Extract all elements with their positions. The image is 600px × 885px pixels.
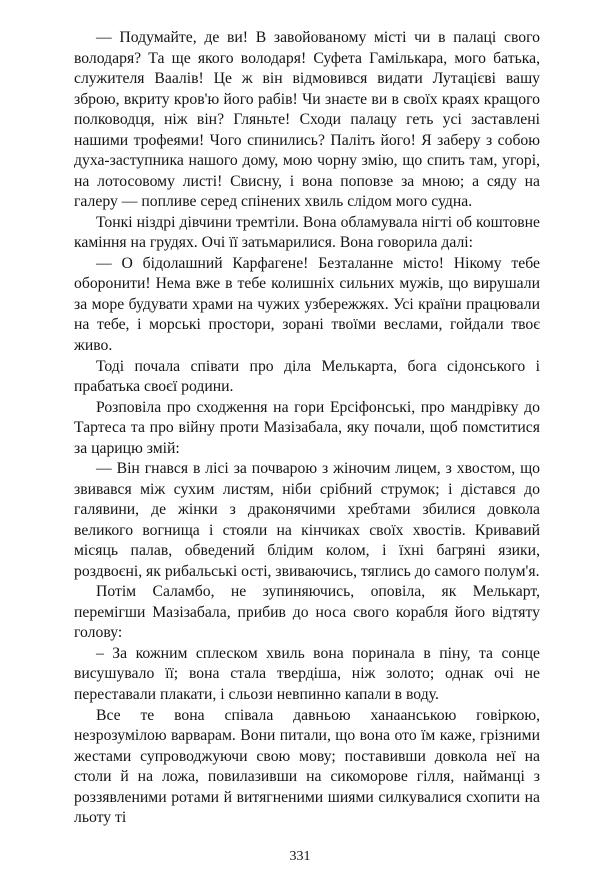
paragraph-5: Розповіла про сходження на гори Ерсіфонські, про мандрівку до Тартеса та про війну проти Мазізабала, яку почали, щоб помститися за царицю змій: [74,398,540,457]
paragraph-8: – За кожним сплеском хвиль вона поринала в піну, та сонце висушувало її; вона стала твердіша, ніж золото; однак очі не переставали плакати, і сльози невпинно капали в воду. [74,644,540,703]
paragraph-2: Тонкі ніздрі дівчини тремтіли. Вона обламувала нігті об коштовне каміння на грудях. Очі її затьмарилися. Вона говорила далі: [74,213,540,252]
paragraph-6: — Він гнався в лісі за почварою з жіночим лицем, з хвостом, що звивався між сухим листям, ніби срібний струмок; і дістався до галявини, де жінки з драконячими хребтами збилися довкола великого вогнища і стояли на кінчиках своїх хвостів. Кривавий місяць палав, обведений блідим колом, і їхні багряні язики, роздвоєні, як рибальські ості, звиваючись, тяглись до самого полум'я. [74,460,540,580]
paragraph-7: Потім Саламбо, не зупиняючись, оповіла, як Мелькарт, перемігши Мазізабала, прибив до носа свого корабля його відтяту голову: [74,583,540,642]
paragraph-1: — Подумайте, де ви! В завойованому місті чи в палаці свого володаря? Та ще якого володаря! Суфета Гамількара, мого батька, служителя Ваалів! Це ж він відмовився видати Лутацієві вашу зброю, вкриту кров'ю його рабів! Чи знаєте ви в своїх краях кращого полководця, ніж він? Гляньте! Сходи палацу геть усі заставлені нашими трофеями! Чого спинились? Паліть його! Я заберу з собою духа-заступника нашого дому, мою чорну змію, що спить там, угорі, на лотосовому листі! Свисну, і вона поповзе за мною; а сяду на галеру — попливе серед спінених хвиль слідом мого судна. [74,29,540,211]
paragraph-9: Все те вона співала давньою ханаанською говіркою, незрозумілою варварам. Вони питали, що вона ото їм каже, грізними жестами супроводжуючи свою мову; поставивши довкола неї на столи й на ложа, повилазивши на сикоморове гілля, найманці з роззявленими ротами й витягненими шиями силкувалися схопити на льоту ті [74,706,540,827]
paragraph-4: Тоді почала співати про діла Мелькарта, бога сідонського і прабатька своєї родини. [74,357,540,396]
page-number: 331 [289,849,311,864]
paragraph-3: — О бідолашний Карфагене! Безталанне місто! Нікому тебе оборонити! Нема вже в тебе колишніх сильних мужів, що вирушали за море будувати храми на чужих узбережжях. Усі країни працювали на тебе, і морські простори, зорані твоїми веслами, гойдали твоє живо. [74,254,540,354]
page-body [74,28,540,829]
